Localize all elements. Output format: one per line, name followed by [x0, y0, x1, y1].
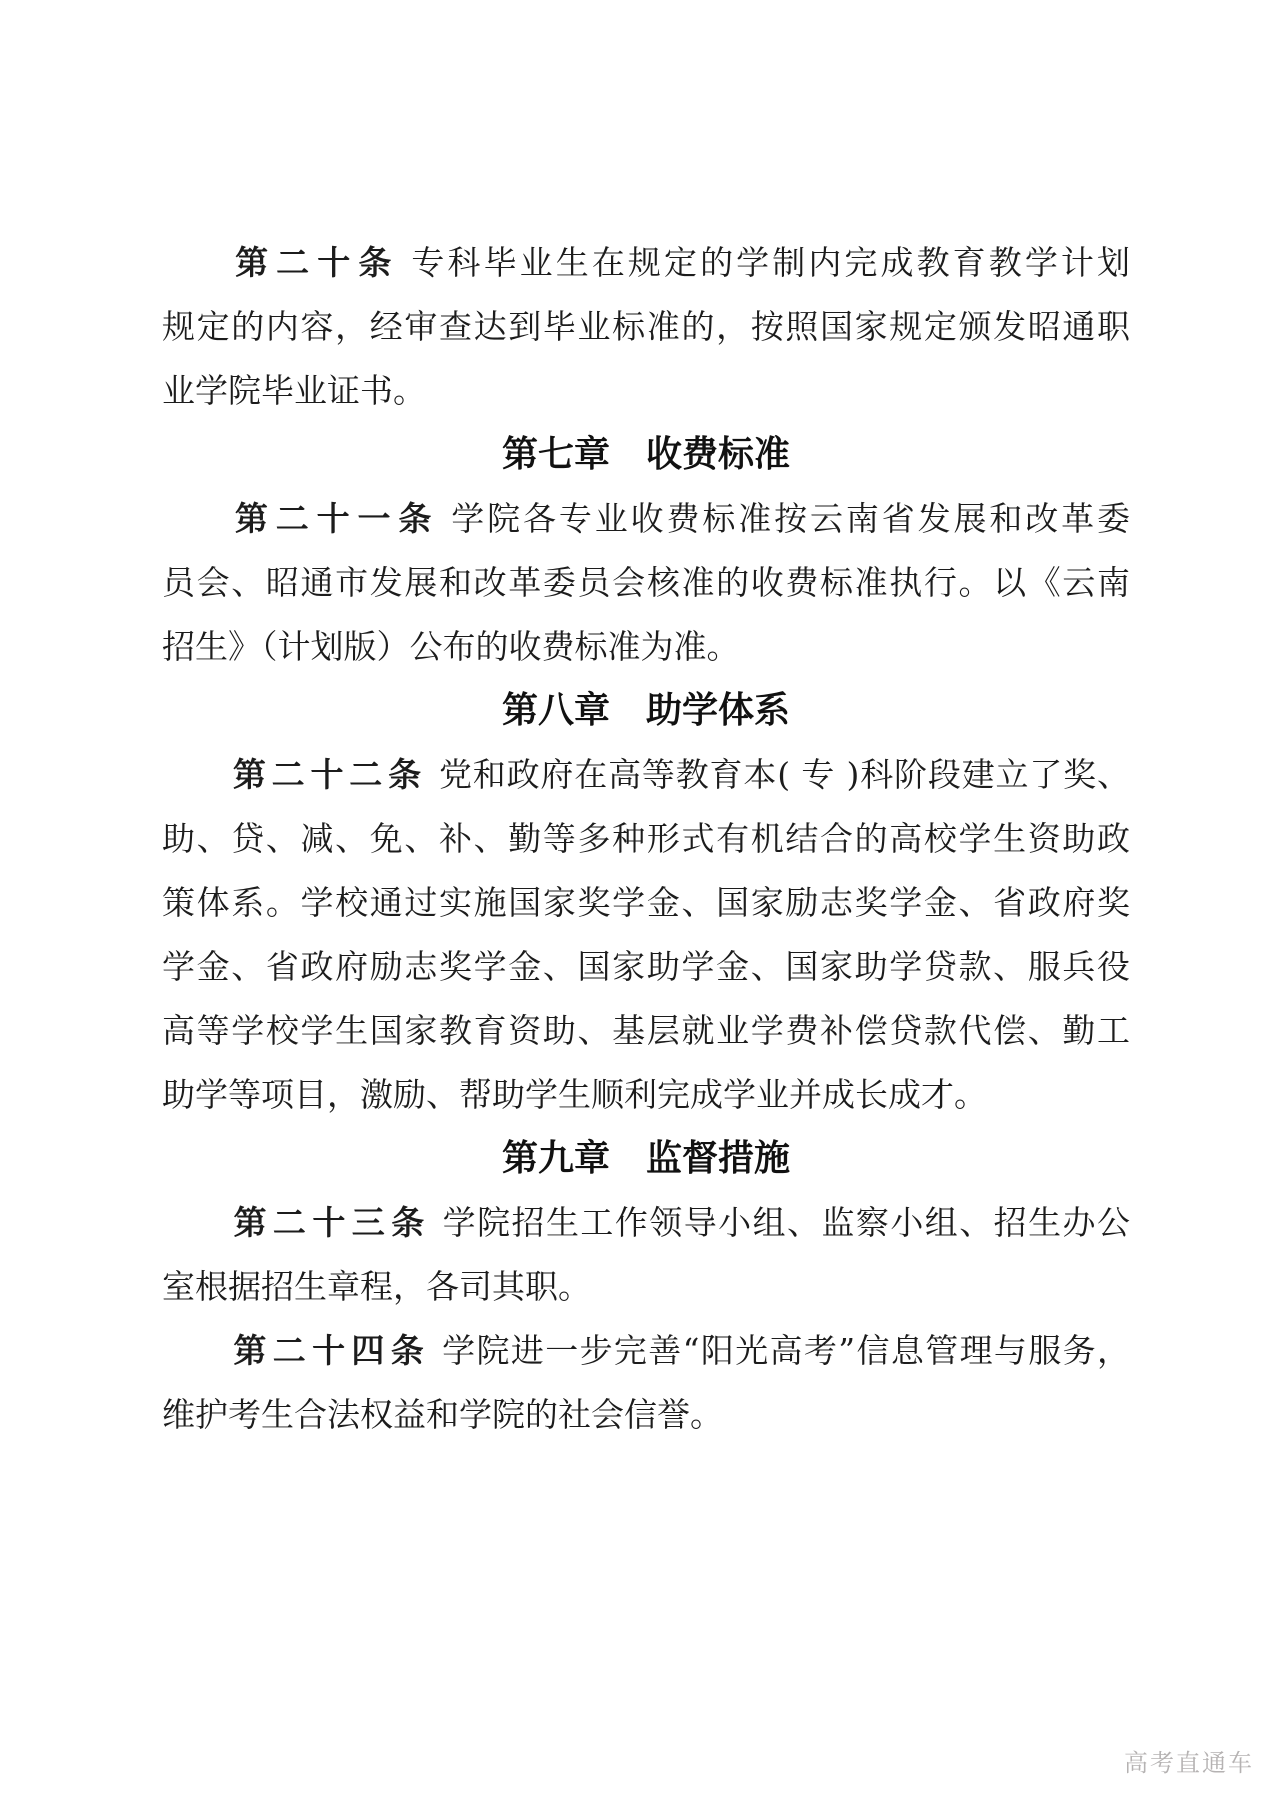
article-line: 维护考生合法权益和学院的社会信誉。	[162, 1395, 723, 1434]
article-line: 规定的内容，经审查达到毕业标准的，按照国家规定颁发昭通职	[162, 307, 1130, 346]
article-number-label: 第二十一条	[232, 499, 440, 538]
article-first-line	[162, 743, 1130, 807]
article-first-line	[162, 1319, 1130, 1383]
footer-watermark: 高考直通车	[1124, 1749, 1254, 1777]
article-first-line-text: 学院招生工作领导小组、监察小组、招生办公	[442, 1203, 1131, 1242]
article-line: 业学院毕业证书。	[162, 371, 426, 410]
article-first-line-text: 学院进一步完善“阳光高考”信息管理与服务，	[442, 1331, 1130, 1370]
article-line: 助、贷、减、免、补、勤等多种形式有机结合的高校学生资助政	[162, 819, 1130, 858]
article-line: 助学等项目，激励、帮助学生顺利完成学业并成长成才。	[162, 1075, 987, 1114]
article-first-line	[162, 231, 1130, 295]
article-number-label: 第二十二条	[232, 755, 427, 794]
article-line: 室根据招生章程，各司其职。	[162, 1267, 591, 1306]
article-line: 招生》（计划版）公布的收费标准为准。	[162, 627, 740, 666]
chapter-heading: 第九章 监督措施	[501, 1138, 790, 1179]
article-first-line-text: 党和政府在高等教育本( 专 )科阶段建立了奖、	[438, 755, 1130, 794]
article-first-line-text: 专科毕业生在规定的学制内完成教育教学计划	[411, 243, 1131, 282]
article-number-label: 第二十四条	[232, 1331, 431, 1370]
article-line: 员会、昭通市发展和改革委员会核准的收费标准执行。以《云南	[162, 563, 1130, 602]
article-first-line	[162, 487, 1130, 551]
article-line: 策体系。学校通过实施国家奖学金、国家励志奖学金、省政府奖	[162, 883, 1130, 922]
document-content	[162, 231, 1130, 1447]
article-first-line	[162, 1191, 1130, 1255]
article-number-label: 第二十三条	[232, 1203, 431, 1242]
chapter-heading: 第八章 助学体系	[501, 690, 790, 731]
article-first-line-text: 学院各专业收费标准按云南省发展和改革委	[451, 499, 1130, 538]
chapter-heading: 第七章 收费标准	[501, 434, 790, 475]
article-line: 学金、省政府励志奖学金、国家助学金、国家助学贷款、服兵役	[162, 947, 1130, 986]
article-number-label: 第二十条	[232, 243, 400, 282]
article-line: 高等学校学生国家教育资助、基层就业学费补偿贷款代偿、勤工	[162, 1011, 1130, 1050]
